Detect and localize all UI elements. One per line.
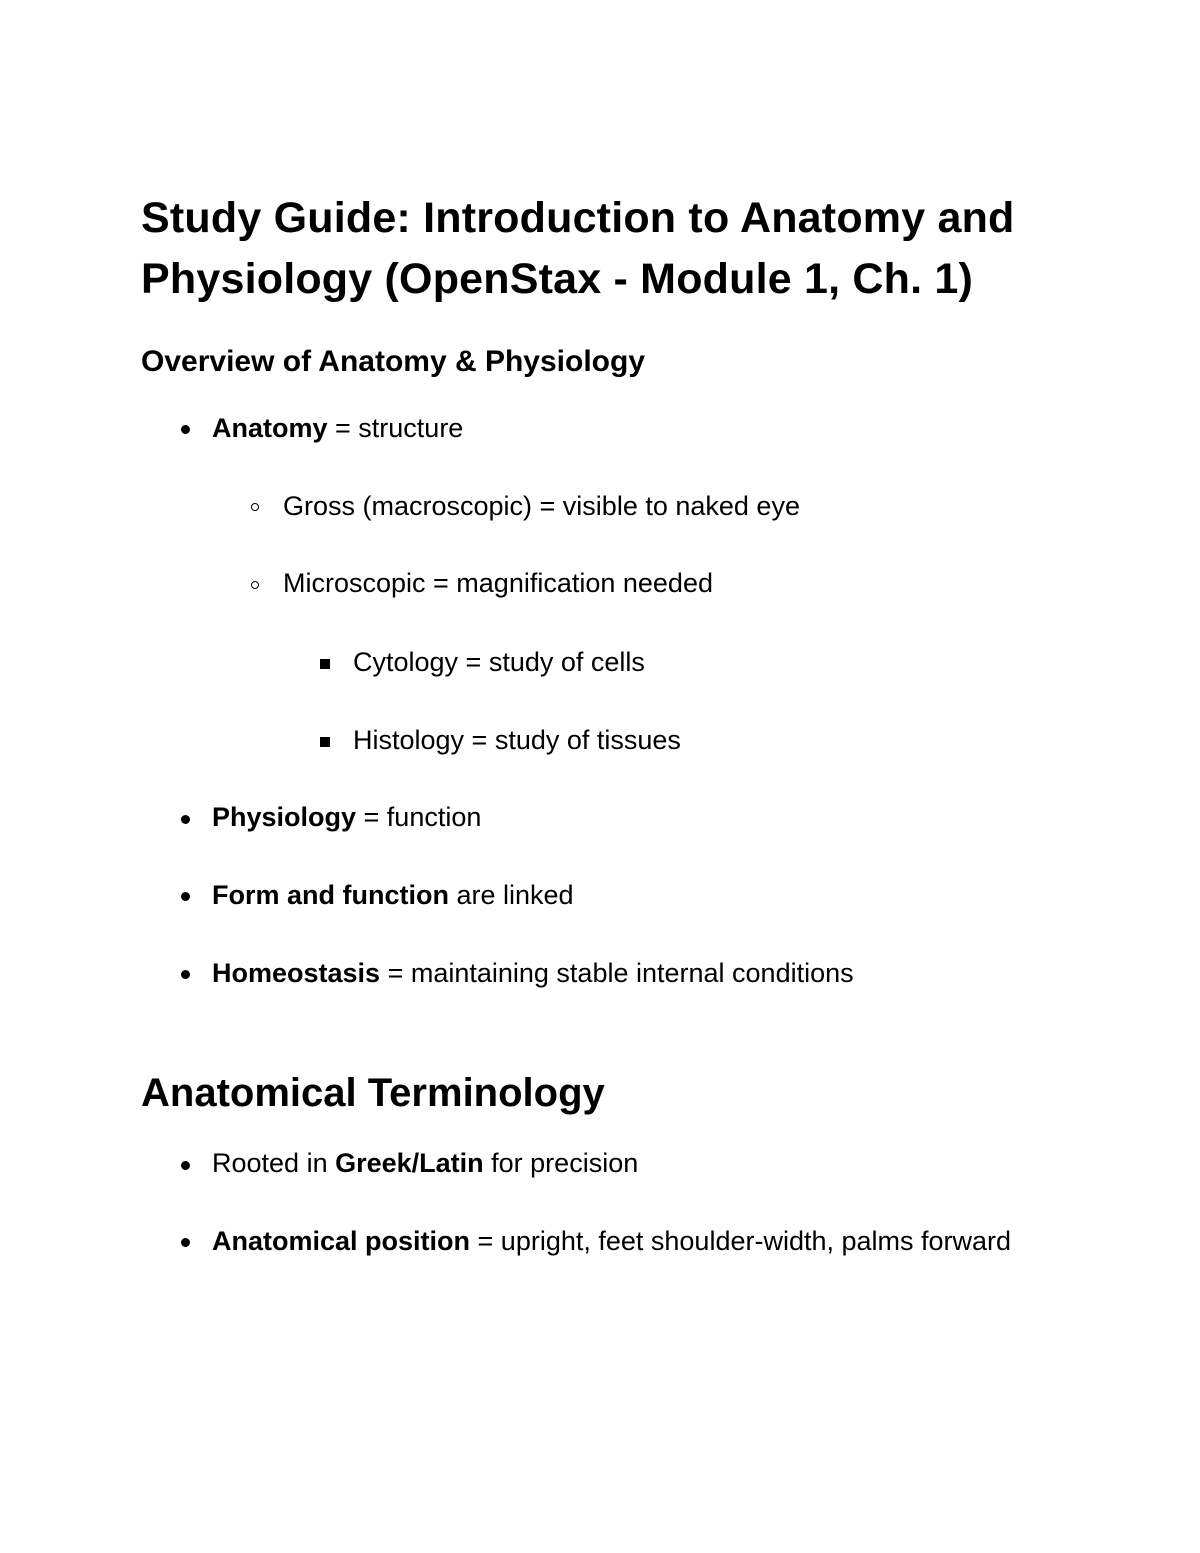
term-greek-latin: Greek/Latin <box>335 1148 484 1178</box>
bullet-disc-icon <box>181 425 190 434</box>
list-item: Gross (macroscopic) = visible to naked eye <box>283 491 800 521</box>
definition-text: = function <box>356 802 482 832</box>
list-item: Histology = study of tissues <box>353 725 681 755</box>
definition-text: = structure <box>327 413 464 443</box>
list-item <box>212 797 481 837</box>
section-heading-terminology: Anatomical Terminology <box>141 1071 605 1115</box>
list-item <box>212 875 574 915</box>
list-item <box>212 408 463 448</box>
bullet-disc-icon <box>181 970 190 979</box>
list-item: Cytology = study of cells <box>353 647 645 677</box>
bullet-disc-icon <box>181 1238 190 1247</box>
bullet-disc-icon <box>181 815 190 824</box>
definition-text: = upright, feet shoulder-width, palms forward <box>470 1226 1012 1256</box>
definition-text: are linked <box>448 880 574 910</box>
term-homeostasis: Homeostasis <box>212 958 381 988</box>
section-heading-overview: Overview of Anatomy & Physiology <box>141 345 646 378</box>
bullet-circle-icon <box>251 581 259 589</box>
term-physiology: Physiology <box>212 802 357 832</box>
bullet-disc-icon <box>181 892 190 901</box>
definition-text: = maintaining stable internal conditions <box>380 958 854 988</box>
list-item: Microscopic = magnification needed <box>283 568 713 598</box>
term-anatomy: Anatomy <box>212 413 328 443</box>
bullet-circle-icon <box>251 503 259 511</box>
bullet-disc-icon <box>181 1161 190 1170</box>
term-anatomical-position: Anatomical position <box>212 1226 471 1256</box>
bullet-square-icon <box>320 737 330 747</box>
bullet-square-icon <box>320 659 330 669</box>
document-title: Study Guide: Introduction to Anatomy and Physiology (OpenStax - Module 1, Ch. 1) <box>141 194 1015 303</box>
list-item <box>212 1221 1012 1261</box>
item-prefix: Rooted in <box>212 1148 336 1178</box>
definition-text: for precision <box>483 1148 639 1178</box>
list-item <box>212 953 854 993</box>
list-item <box>212 1143 638 1183</box>
term-form-function: Form and function <box>212 880 449 910</box>
